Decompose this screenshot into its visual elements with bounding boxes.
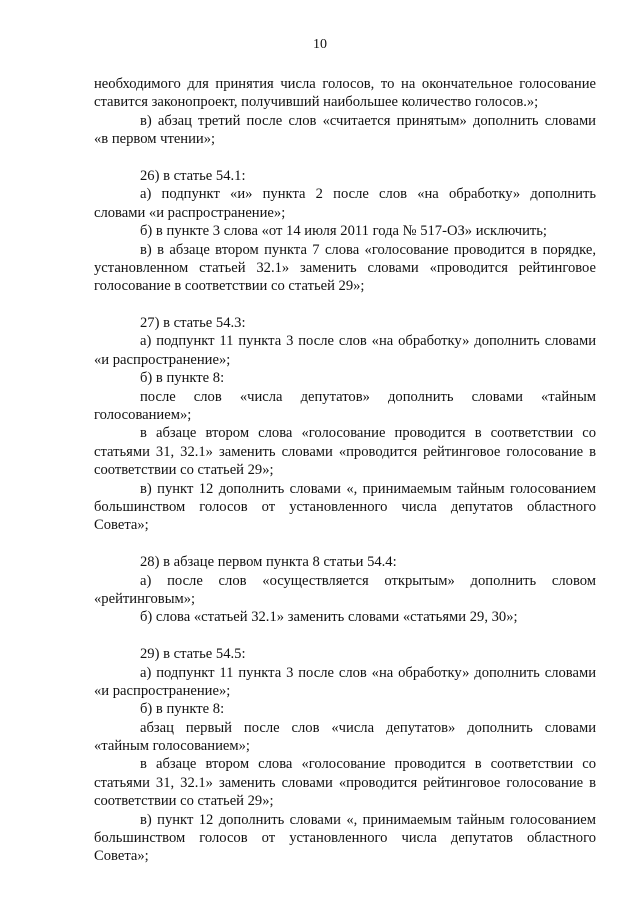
text-line: а) после слов «осуществляется открытым» дополнить словом	[140, 572, 596, 589]
text-line: 29) в статье 54.5:	[140, 646, 246, 663]
text-line: установленном статьей 32.1» заменить словами «проводится рейтинговое	[94, 259, 596, 276]
text-line: «тайным голосованием»;	[94, 738, 250, 755]
text-line: б) в пункте 3 слова «от 14 июля 2011 года № 517-ОЗ» исключить;	[140, 223, 547, 240]
text-line: в) абзац третий после слов «считается принятым» дополнить словами	[140, 112, 596, 129]
text-line: а) подпункт «и» пункта 2 после слов «на обработку» дополнить	[140, 186, 596, 203]
text-line: «рейтинговым»;	[94, 590, 196, 607]
text-line: в) пункт 12 дополнить словами «, принимаемым тайным голосованием	[140, 480, 596, 497]
page-number: 10	[313, 37, 327, 52]
text-line: соответствии со статьей 29»;	[94, 462, 274, 479]
text-line: б) слова «статьей 32.1» заменить словами «статьями 29, 30»;	[140, 609, 518, 626]
paragraph-gap	[94, 535, 596, 553]
paragraph-gap	[94, 149, 596, 167]
text-line: в абзаце втором слова «голосование проводится в соответствии со	[140, 425, 596, 442]
text-line: абзац первый после слов «числа депутатов» дополнить словами	[140, 719, 596, 736]
text-line: «и распространение»;	[94, 682, 231, 699]
text-line: в) пункт 12 дополнить словами «, принимаемым тайным голосованием	[140, 811, 596, 828]
text-line: 27) в статье 54.3:	[140, 315, 246, 332]
text-line: необходимого для принятия числа голосов, то на окончательное голосование	[94, 76, 596, 92]
text-line: словами «и распространение»;	[94, 204, 286, 221]
text-line: после слов «числа депутатов» дополнить словами «тайным	[140, 388, 596, 405]
text-line: большинством голосов от установленного числа депутатов областного	[94, 498, 596, 515]
text-line: в) в абзаце втором пункта 7 слова «голосование проводится в порядке,	[140, 241, 596, 258]
text-line: Совета»;	[94, 848, 149, 865]
paragraph-gap	[94, 296, 596, 314]
text-line: а) подпункт 11 пункта 3 после слов «на обработку» дополнить словами	[140, 664, 596, 681]
text-line: большинством голосов от установленного числа депутатов областного	[94, 830, 596, 847]
text-line: 26) в статье 54.1:	[140, 167, 246, 184]
text-line: в абзаце втором слова «голосование проводится в соответствии со	[140, 756, 596, 773]
text-line: соответствии со статьей 29»;	[94, 793, 274, 810]
text-line: голосованием»;	[94, 407, 192, 424]
text-line: Совета»;	[94, 517, 149, 534]
text-line: голосование в соответствии со статьей 29»;	[94, 278, 365, 295]
paragraph-gap	[94, 627, 596, 645]
text-line: статьями 31, 32.1» заменить словами «проводится рейтинговое голосование в	[94, 443, 596, 460]
text-line: б) в пункте 8:	[140, 370, 225, 387]
text-line: ставится законопроект, получивший наибольшее количество голосов.»;	[94, 94, 539, 111]
text-line: 28) в абзаце первом пункта 8 статьи 54.4:	[140, 554, 397, 571]
text-line: б) в пункте 8:	[140, 701, 225, 718]
text-line: «и распространение»;	[94, 351, 231, 368]
text-line: «в первом чтении»;	[94, 131, 216, 148]
document-body	[94, 75, 596, 866]
text-line: а) подпункт 11 пункта 3 после слов «на обработку» дополнить словами	[140, 333, 596, 350]
text-line: статьями 31, 32.1» заменить словами «проводится рейтинговое голосование в	[94, 774, 596, 791]
